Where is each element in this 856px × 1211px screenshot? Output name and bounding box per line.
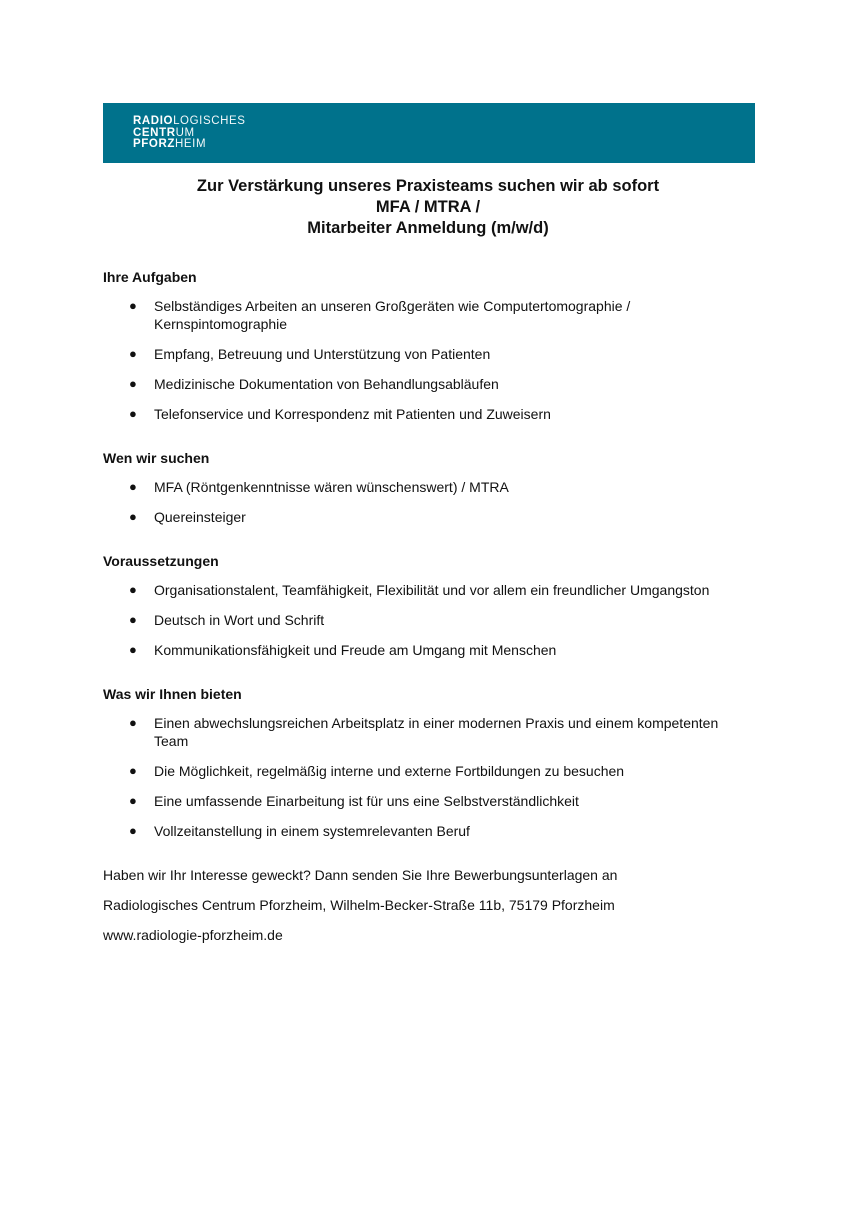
list-item-text: Empfang, Betreuung und Unterstützung von Patienten: [154, 346, 491, 362]
website-link[interactable]: www.radiologie-pforzheim.de: [103, 927, 283, 943]
list-item: [103, 581, 753, 599]
header-banner: [103, 103, 755, 163]
list-item-text: Kommunikationsfähigkeit und Freude am Umgang mit Menschen: [154, 642, 557, 658]
closing-block: [103, 866, 753, 944]
section: [103, 449, 753, 526]
bullet-list: [103, 297, 753, 423]
bullet-list: [103, 478, 753, 526]
title-line-1: Zur Verstärkung unseres Praxisteams suchen wir ab sofort: [196, 177, 660, 195]
list-item: [103, 508, 753, 526]
list-item-text: Einen abwechslungsreichen Arbeitsplatz in einer modernen Praxis und einem kompetenten Team: [154, 715, 719, 749]
bullet-icon: ●: [129, 509, 137, 524]
bullet-icon: ●: [129, 763, 137, 778]
list-item: [103, 762, 753, 780]
title-line-3: Mitarbeiter Anmeldung (m/w/d): [307, 219, 549, 237]
list-item: [103, 611, 753, 629]
job-title: [0, 176, 856, 239]
list-item: [103, 822, 753, 840]
list-item-text: Selbständiges Arbeiten an unseren Großgeräten wie Computertomographie / Kernspintomographie: [154, 298, 631, 332]
bullet-icon: ●: [129, 298, 137, 313]
list-item: [103, 478, 753, 496]
bullet-icon: ●: [129, 793, 137, 808]
bullet-list: [103, 714, 753, 840]
section: [103, 268, 753, 423]
closing-text: Haben wir Ihr Interesse geweckt? Dann senden Sie Ihre Bewerbungsunterlagen an: [103, 867, 618, 883]
bullet-icon: ●: [129, 612, 137, 627]
section-heading: Wen wir suchen: [103, 450, 210, 466]
bullet-icon: ●: [129, 823, 137, 838]
list-item-text: Quereinsteiger: [154, 509, 246, 525]
section-heading: Was wir Ihnen bieten: [103, 686, 242, 702]
job-content: [103, 268, 753, 956]
section-heading: Ihre Aufgaben: [103, 269, 197, 285]
bullet-icon: ●: [129, 715, 137, 730]
address-text: Radiologisches Centrum Pforzheim, Wilhelm-Becker-Straße 11b, 75179 Pforzheim: [103, 897, 615, 913]
list-item-text: MFA (Röntgenkenntnisse wären wünschenswert) / MTRA: [154, 479, 509, 495]
section: [103, 685, 753, 840]
bullet-icon: ●: [129, 479, 137, 494]
bullet-list: [103, 581, 753, 659]
bullet-icon: ●: [129, 376, 137, 391]
title-line-2: MFA / MTRA /: [375, 198, 481, 216]
bullet-icon: ●: [129, 582, 137, 597]
list-item-text: Organisationstalent, Teamfähigkeit, Flexibilität und vor allem ein freundlicher Umgangston: [154, 582, 710, 598]
list-item-text: Eine umfassende Einarbeitung ist für uns eine Selbstverständlichkeit: [154, 793, 579, 809]
list-item-text: Deutsch in Wort und Schrift: [154, 612, 325, 628]
company-logo: RADIOLOGISCHES CENTRUM PFORZHEIM: [133, 115, 246, 150]
bullet-icon: ●: [129, 346, 137, 361]
list-item-text: Vollzeitanstellung in einem systemrelevanten Beruf: [154, 823, 470, 839]
bullet-icon: ●: [129, 642, 137, 657]
section-heading: Voraussetzungen: [103, 553, 219, 569]
section: [103, 552, 753, 659]
list-item: [103, 714, 753, 750]
bullet-icon: ●: [129, 406, 137, 421]
list-item: [103, 792, 753, 810]
list-item: [103, 297, 753, 333]
list-item-text: Medizinische Dokumentation von Behandlungsabläufen: [154, 376, 499, 392]
list-item-text: Telefonservice und Korrespondenz mit Patienten und Zuweisern: [154, 406, 551, 422]
list-item: [103, 375, 753, 393]
list-item: [103, 345, 753, 363]
list-item: [103, 641, 753, 659]
list-item-text: Die Möglichkeit, regelmäßig interne und externe Fortbildungen zu besuchen: [154, 763, 625, 779]
list-item: [103, 405, 753, 423]
